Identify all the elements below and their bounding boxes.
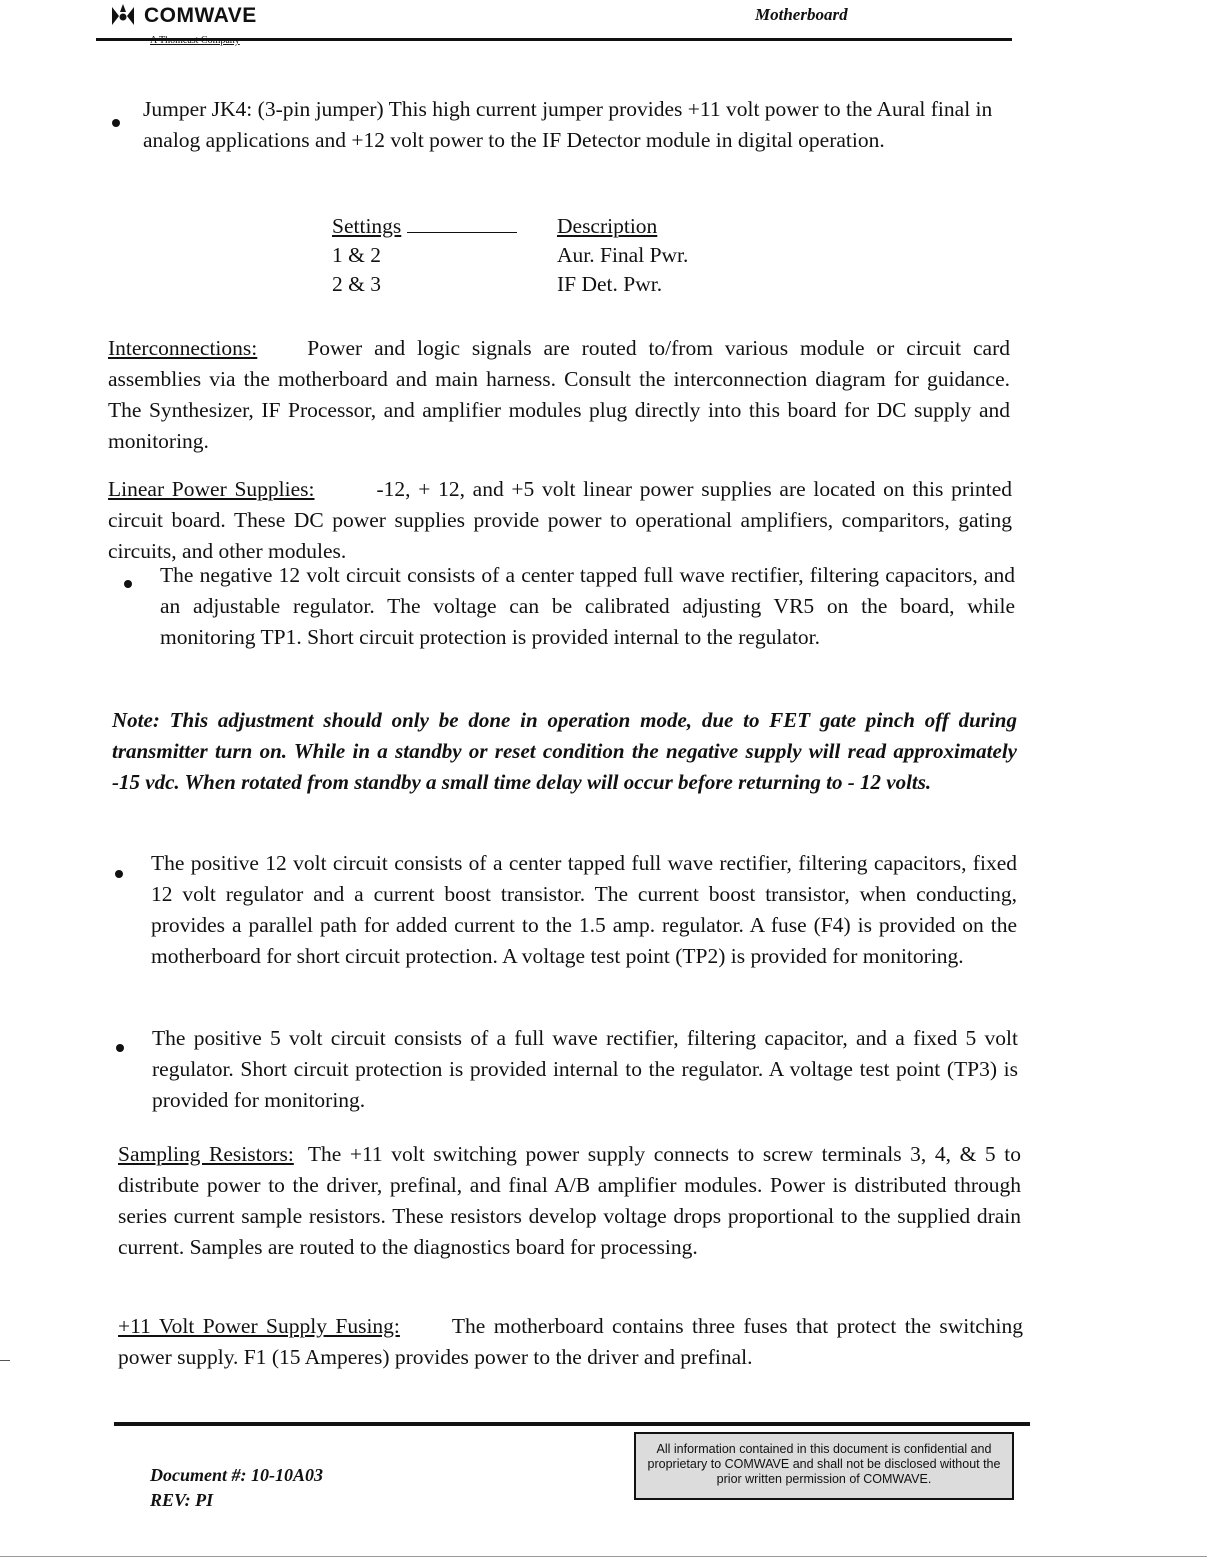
fusing-label: +11 Volt Power Supply Fusing: <box>118 1314 400 1338</box>
company-name: COMWAVE <box>144 4 257 27</box>
positive-5v-bullet: The positive 5 volt circuit consists of a full wave rectifier, filtering capacitor, and a fixed 5 volt regulator. Short circuit protection is provided internal to the regulator. A voltage test point (TP3) is provided for monitoring. <box>152 1026 1018 1112</box>
fusing-paragraph <box>118 1311 1023 1373</box>
jumper-jk4-text: Jumper JK4: (3-pin jumper) This high current jumper provides +11 volt power to the Aural final in analog applications and +12 volt power to the IF Detector module in digital operation. <box>143 97 993 152</box>
interconnections-label: Interconnections: <box>108 336 258 360</box>
linear-power-supplies-text: -12, + 12, and +5 volt linear power supplies are located on this printed circuit board. These DC power supplies provide power to operational amplifiers, comparitors, gating circuits, and other modules. <box>108 477 1013 563</box>
table-cell: 1 & 2 <box>332 243 381 267</box>
bullet-dot <box>116 1044 124 1052</box>
table-row <box>332 241 688 270</box>
company-logo <box>108 4 257 28</box>
confidentiality-notice: All information contained in this document is confidential and proprietary to COMWAVE and shall not be disclosed without the prior written permission of COMWAVE. <box>634 1432 1014 1500</box>
edge-mark <box>0 1360 10 1361</box>
linear-power-supplies-paragraph <box>108 474 1012 567</box>
negative-12v-bullet: The negative 12 volt circuit consists of a center tapped full wave rectifier, filtering capacitors, and an adjustable regulator. The voltage can be calibrated adjusting VR5 on the board, while monitoring TP1. Short circuit protection is provided internal to the regulator. <box>160 563 1015 649</box>
table-cell: 2 & 3 <box>332 272 381 296</box>
bullet-dot <box>115 870 123 878</box>
table-cell: IF Det. Pwr. <box>557 272 663 296</box>
interconnections-paragraph <box>108 333 1010 457</box>
header-divider <box>96 38 1012 41</box>
column-header-description: Description <box>557 214 658 238</box>
document-info <box>150 1463 323 1513</box>
document-revision: REV: PI <box>150 1490 214 1510</box>
sampling-resistors-text: The +11 volt switching power supply connects to screw terminals 3, 4, & 5 to distribute power to the driver, prefinal, and final A/B amplifier modules. Power is distributed through series current sample resistors. These resistors develop voltage drops proportional to the supplied drain current. Samples are routed to the diagnostics board for processing. <box>118 1142 1021 1259</box>
column-header-settings: Settings <box>332 212 557 241</box>
bullet-dot <box>112 119 120 127</box>
page-bottom-line <box>0 1556 1207 1557</box>
linear-power-supplies-label: Linear Power Supplies: <box>108 477 315 501</box>
positive-12v-bullet: The positive 12 volt circuit consists of a center tapped full wave rectifier, filtering capacitors, fixed 12 volt regulator and a current boost transistor. The current boost transistor, when conducting, provides a parallel path for added current to the 1.5 amp. regulator. A fuse (F4) is provided on the motherboard for short circuit protection. A voltage test point (TP2) is provided for monitoring. <box>151 851 1017 968</box>
interconnections-text: Power and logic signals are routed to/from various module or circuit card assemblies via the motherboard and main harness. Consult the interconnection diagram for guidance. The Synthesizer, IF Processor, and amplifier modules plug directly into this board for DC supply and monitoring. <box>108 336 1010 453</box>
document-number: Document #: 10-10A03 <box>150 1465 323 1485</box>
comwave-logo-icon <box>108 4 138 28</box>
table-row <box>332 270 688 299</box>
sampling-resistors-paragraph <box>118 1139 1021 1263</box>
sampling-resistors-label: Sampling Resistors: <box>118 1142 294 1166</box>
footer-divider <box>114 1422 1030 1426</box>
fusing-text: The motherboard contains three fuses that protect the switching power supply. F1 (15 Amperes) provides power to the driver and prefinal. <box>118 1314 1023 1369</box>
note-paragraph: Note: This adjustment should only be done in operation mode, due to FET gate pinch off during transmitter turn on. While in a standby or reset condition the negative supply will read approximately -15 vdc. When rotated from standby a small time delay will occur before returning to - 12 volts. <box>112 708 1017 794</box>
table-header-row <box>332 212 688 241</box>
jumper-settings-table <box>332 212 688 299</box>
section-title: Motherboard <box>755 5 848 24</box>
bullet-dot <box>124 580 132 588</box>
table-cell: Aur. Final Pwr. <box>557 243 689 267</box>
